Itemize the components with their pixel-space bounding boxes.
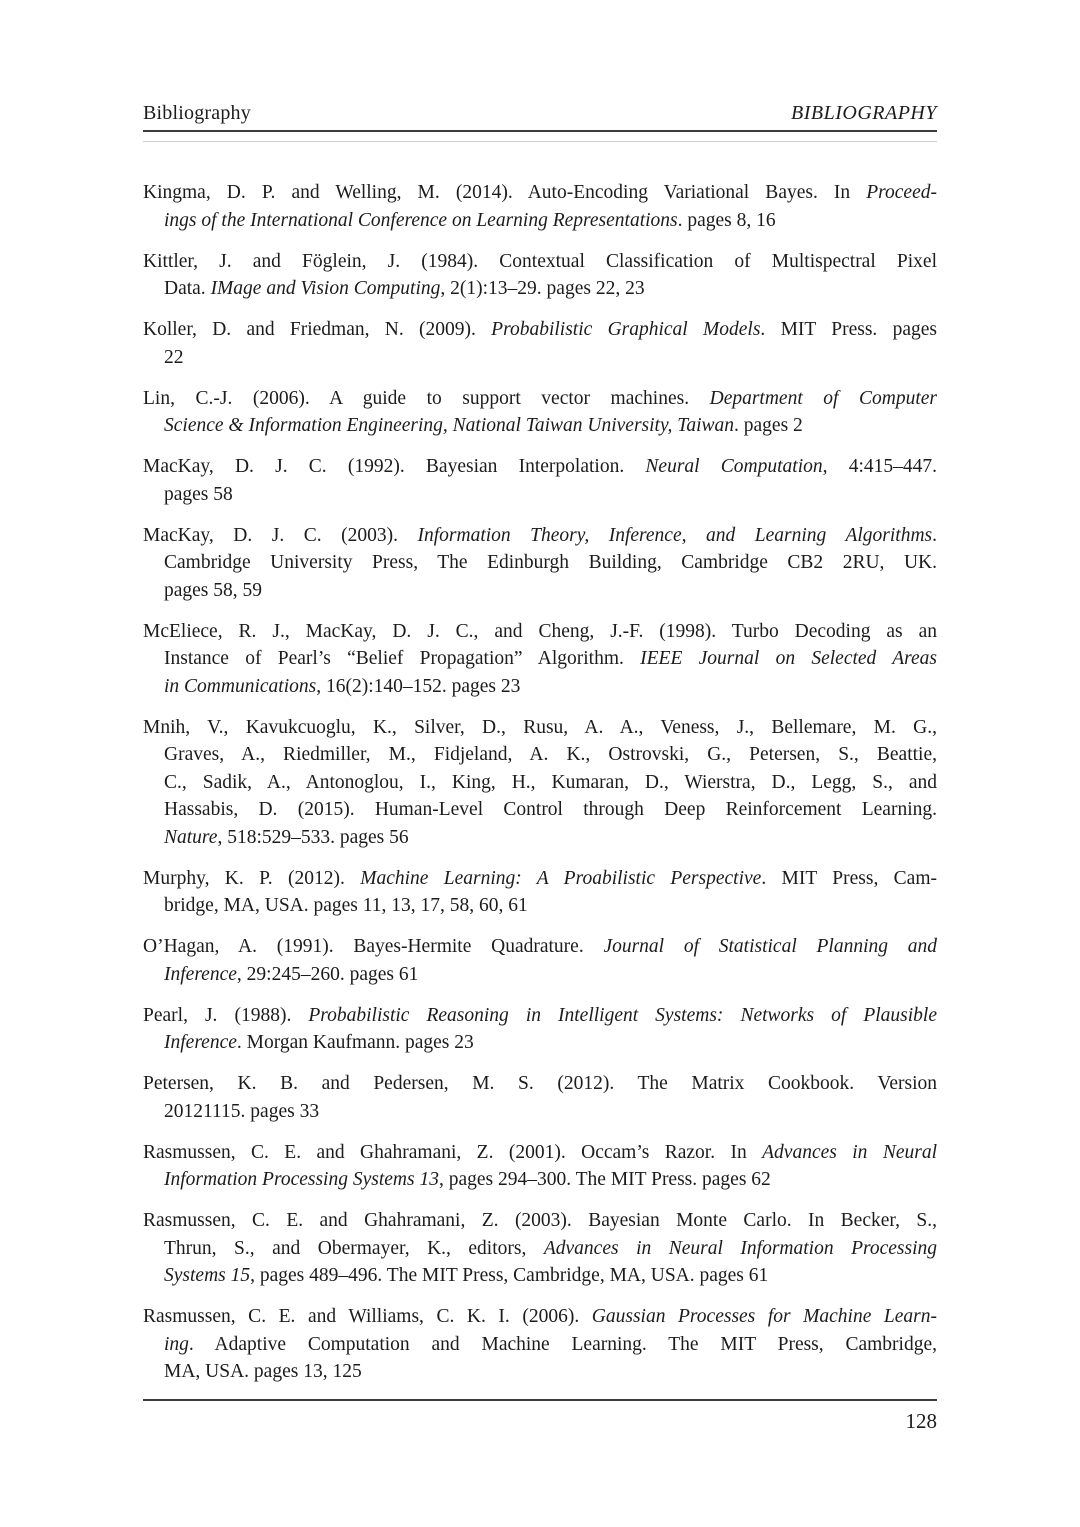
references-list xyxy=(143,179,937,1386)
reference-line xyxy=(143,577,937,605)
reference-text: . pages 2 xyxy=(734,415,803,436)
reference-line xyxy=(143,796,937,824)
reference-entry xyxy=(143,933,937,988)
reference-line xyxy=(143,179,937,207)
reference-text: . MIT Press. pages xyxy=(760,319,937,340)
reference-title-italic: Science & Information Engineering, National Taiwan University, Taiwan xyxy=(164,415,735,436)
reference-title-italic: Machine Learning: A Proabilistic Perspective xyxy=(360,867,762,889)
reference-line xyxy=(143,618,937,646)
reference-line xyxy=(143,1139,937,1167)
reference-title-italic: Advances in Neural Information Processing xyxy=(543,1237,938,1259)
reference-text: pages 58 xyxy=(164,483,233,505)
reference-entry xyxy=(143,385,937,440)
reference-text: , 29:245–260. pages 61 xyxy=(236,963,419,985)
reference-entry xyxy=(143,1303,937,1386)
reference-title-italic: Probabilistic Graphical Models xyxy=(491,319,761,340)
reference-text: 20121115. pages 33 xyxy=(164,1100,320,1122)
reference-text: Rasmussen, C. E. and Ghahramani, Z. (2003). Bayesian Monte Carlo. In Becker, S., xyxy=(143,1210,937,1231)
reference-line xyxy=(143,961,937,989)
reference-text: . Morgan Kaufmann. pages 23 xyxy=(236,1032,474,1053)
reference-line xyxy=(143,522,937,550)
reference-text: , 2(1):13–29. pages 22, 23 xyxy=(440,278,645,299)
reference-text: Thrun, S., and Obermayer, K., editors, xyxy=(164,1237,544,1259)
reference-line xyxy=(143,865,937,893)
reference-text: Murphy, K. P. (2012). xyxy=(143,867,361,889)
reference-text: Rasmussen, C. E. and Williams, C. K. I. (2006). xyxy=(143,1306,592,1327)
reference-text: O’Hagan, A. (1991). Bayes-Hermite Quadrature. xyxy=(143,936,604,957)
reference-entry xyxy=(143,1139,937,1194)
reference-title-italic: Probabilistic Reasoning in Intelligent Systems: Networks of Plausible xyxy=(308,1004,937,1026)
reference-line xyxy=(143,1358,937,1386)
reference-text: pages 58, 59 xyxy=(164,579,263,601)
reference-title-italic: ings of the International Conference on Learning Representations xyxy=(164,209,678,231)
reference-title-italic: Inference xyxy=(164,1032,237,1053)
reference-title-italic: Proceed- xyxy=(866,182,937,203)
reference-line xyxy=(143,1166,937,1194)
reference-text: , 16(2):140–152. pages 23 xyxy=(316,675,521,697)
reference-line xyxy=(143,714,937,742)
reference-line xyxy=(143,741,937,769)
reference-entry xyxy=(143,453,937,508)
reference-line xyxy=(143,275,937,303)
reference-title-italic: Inference xyxy=(164,963,237,985)
reference-text: . pages 8, 16 xyxy=(677,209,776,231)
page-number: 128 xyxy=(905,1409,937,1433)
reference-line xyxy=(143,1029,937,1057)
reference-line xyxy=(143,316,937,344)
reference-line xyxy=(143,207,937,235)
reference-title-italic: Department of Computer xyxy=(709,387,937,409)
reference-line xyxy=(143,1235,937,1263)
reference-line xyxy=(143,385,937,413)
reference-text: Cambridge University Press, The Edinburgh Building, Cambridge CB2 2RU, UK. xyxy=(164,552,937,573)
reference-title-italic: ing xyxy=(164,1333,189,1355)
reference-text: , pages 489–496. The MIT Press, Cambridge, MA, USA. pages 61 xyxy=(250,1265,769,1286)
reference-text: . Adaptive Computation and Machine Learning. The MIT Press, Cambridge, xyxy=(188,1333,937,1355)
reference-text: Hassabis, D. (2015). Human-Level Control through Deep Reinforcement Learning. xyxy=(164,799,937,820)
reference-entry xyxy=(143,1070,937,1125)
reference-text: Kittler, J. and Föglein, J. (1984). Contextual Classification of Multispectral Pixel xyxy=(143,250,937,272)
reference-line xyxy=(143,1207,937,1235)
reference-text: 22 xyxy=(164,346,184,368)
reference-text: Lin, C.-J. (2006). A guide to support vector machines. xyxy=(143,387,710,409)
reference-entry xyxy=(143,179,937,234)
reference-line xyxy=(143,1070,937,1098)
reference-entry xyxy=(143,714,937,852)
reference-text: Petersen, K. B. and Pedersen, M. S. (2012). The Matrix Cookbook. Version xyxy=(143,1073,937,1094)
reference-text: McEliece, R. J., MacKay, D. J. C., and Cheng, J.-F. (1998). Turbo Decoding as an xyxy=(143,620,937,642)
reference-line xyxy=(143,453,937,481)
reference-title-italic: Gaussian Processes for Machine Learn- xyxy=(591,1306,938,1327)
reference-line xyxy=(143,1098,937,1126)
reference-line xyxy=(143,1002,937,1030)
reference-line xyxy=(143,1262,937,1290)
reference-title-italic: Neural Computation xyxy=(645,456,823,477)
reference-entry xyxy=(143,865,937,920)
reference-text: Instance of Pearl’s “Belief Propagation” Algorithm. xyxy=(164,648,641,669)
reference-text: Koller, D. and Friedman, N. (2009). xyxy=(143,319,492,340)
reference-title-italic: Systems 15 xyxy=(164,1265,251,1286)
reference-line xyxy=(143,892,937,920)
reference-text: C., Sadik, A., Antonoglou, I., King, H., Kumaran, D., Wierstra, D., Legg, S., and xyxy=(164,771,937,793)
running-header-right: BIBLIOGRAPHY xyxy=(791,102,937,124)
reference-text: , 4:415–447. xyxy=(822,456,937,477)
reference-line xyxy=(143,344,937,372)
reference-text: MacKay, D. J. C. (2003). xyxy=(143,524,418,546)
reference-text: Graves, A., Riedmiller, M., Fidjeland, A. K., Ostrovski, G., Petersen, S., Beattie, xyxy=(164,744,937,765)
reference-text: Data. xyxy=(164,278,211,299)
running-header-left: Bibliography xyxy=(143,102,251,124)
reference-text: . MIT Press, Cam- xyxy=(761,867,937,889)
footer-rule xyxy=(143,1399,937,1401)
reference-entry xyxy=(143,522,937,605)
reference-line xyxy=(143,824,937,852)
page-header xyxy=(143,101,937,125)
header-rule xyxy=(143,130,937,132)
reference-entry xyxy=(143,618,937,701)
reference-title-italic: Nature xyxy=(164,826,218,848)
reference-text: MacKay, D. J. C. (1992). Bayesian Interpolation. xyxy=(143,456,646,477)
reference-line xyxy=(143,645,937,673)
reference-text: Pearl, J. (1988). xyxy=(143,1004,309,1026)
reference-line xyxy=(143,481,937,509)
reference-line xyxy=(143,769,937,797)
reference-title-italic: Information Theory, Inference, and Learning Algorithms xyxy=(417,524,933,546)
reference-line xyxy=(143,933,937,961)
reference-title-italic: IEEE Journal on Selected Areas xyxy=(640,648,937,669)
reference-text: . xyxy=(932,524,937,546)
reference-text: , pages 294–300. The MIT Press. pages 62 xyxy=(438,1169,771,1190)
reference-title-italic: Information Processing Systems 13 xyxy=(164,1169,439,1190)
reference-line xyxy=(143,1303,937,1331)
reference-line xyxy=(143,549,937,577)
reference-text: Kingma, D. P. and Welling, M. (2014). Auto-Encoding Variational Bayes. In xyxy=(143,182,867,203)
reference-line xyxy=(143,673,937,701)
reference-text: , 518:529–533. pages 56 xyxy=(217,826,409,848)
reference-text: Rasmussen, C. E. and Ghahramani, Z. (2001). Occam’s Razor. In xyxy=(143,1141,763,1163)
reference-line xyxy=(143,248,937,276)
reference-entry xyxy=(143,316,937,371)
page-footer xyxy=(143,1408,937,1434)
reference-text: Mnih, V., Kavukcuoglu, K., Silver, D., Rusu, A. A., Veness, J., Bellemare, M. G., xyxy=(143,716,937,738)
reference-text: MA, USA. pages 13, 125 xyxy=(164,1361,362,1382)
reference-entry xyxy=(143,1207,937,1290)
reference-text: bridge, MA, USA. pages 11, 13, 17, 58, 60, 61 xyxy=(164,895,528,916)
header-rule-shadow xyxy=(143,141,937,142)
reference-title-italic: in Communications xyxy=(164,675,317,697)
reference-entry xyxy=(143,248,937,303)
reference-line xyxy=(143,1331,937,1359)
reference-title-italic: IMage and Vision Computing xyxy=(210,278,441,299)
reference-entry xyxy=(143,1002,937,1057)
reference-line xyxy=(143,412,937,440)
reference-title-italic: Journal of Statistical Planning and xyxy=(603,936,937,957)
reference-title-italic: Advances in Neural xyxy=(762,1141,937,1163)
